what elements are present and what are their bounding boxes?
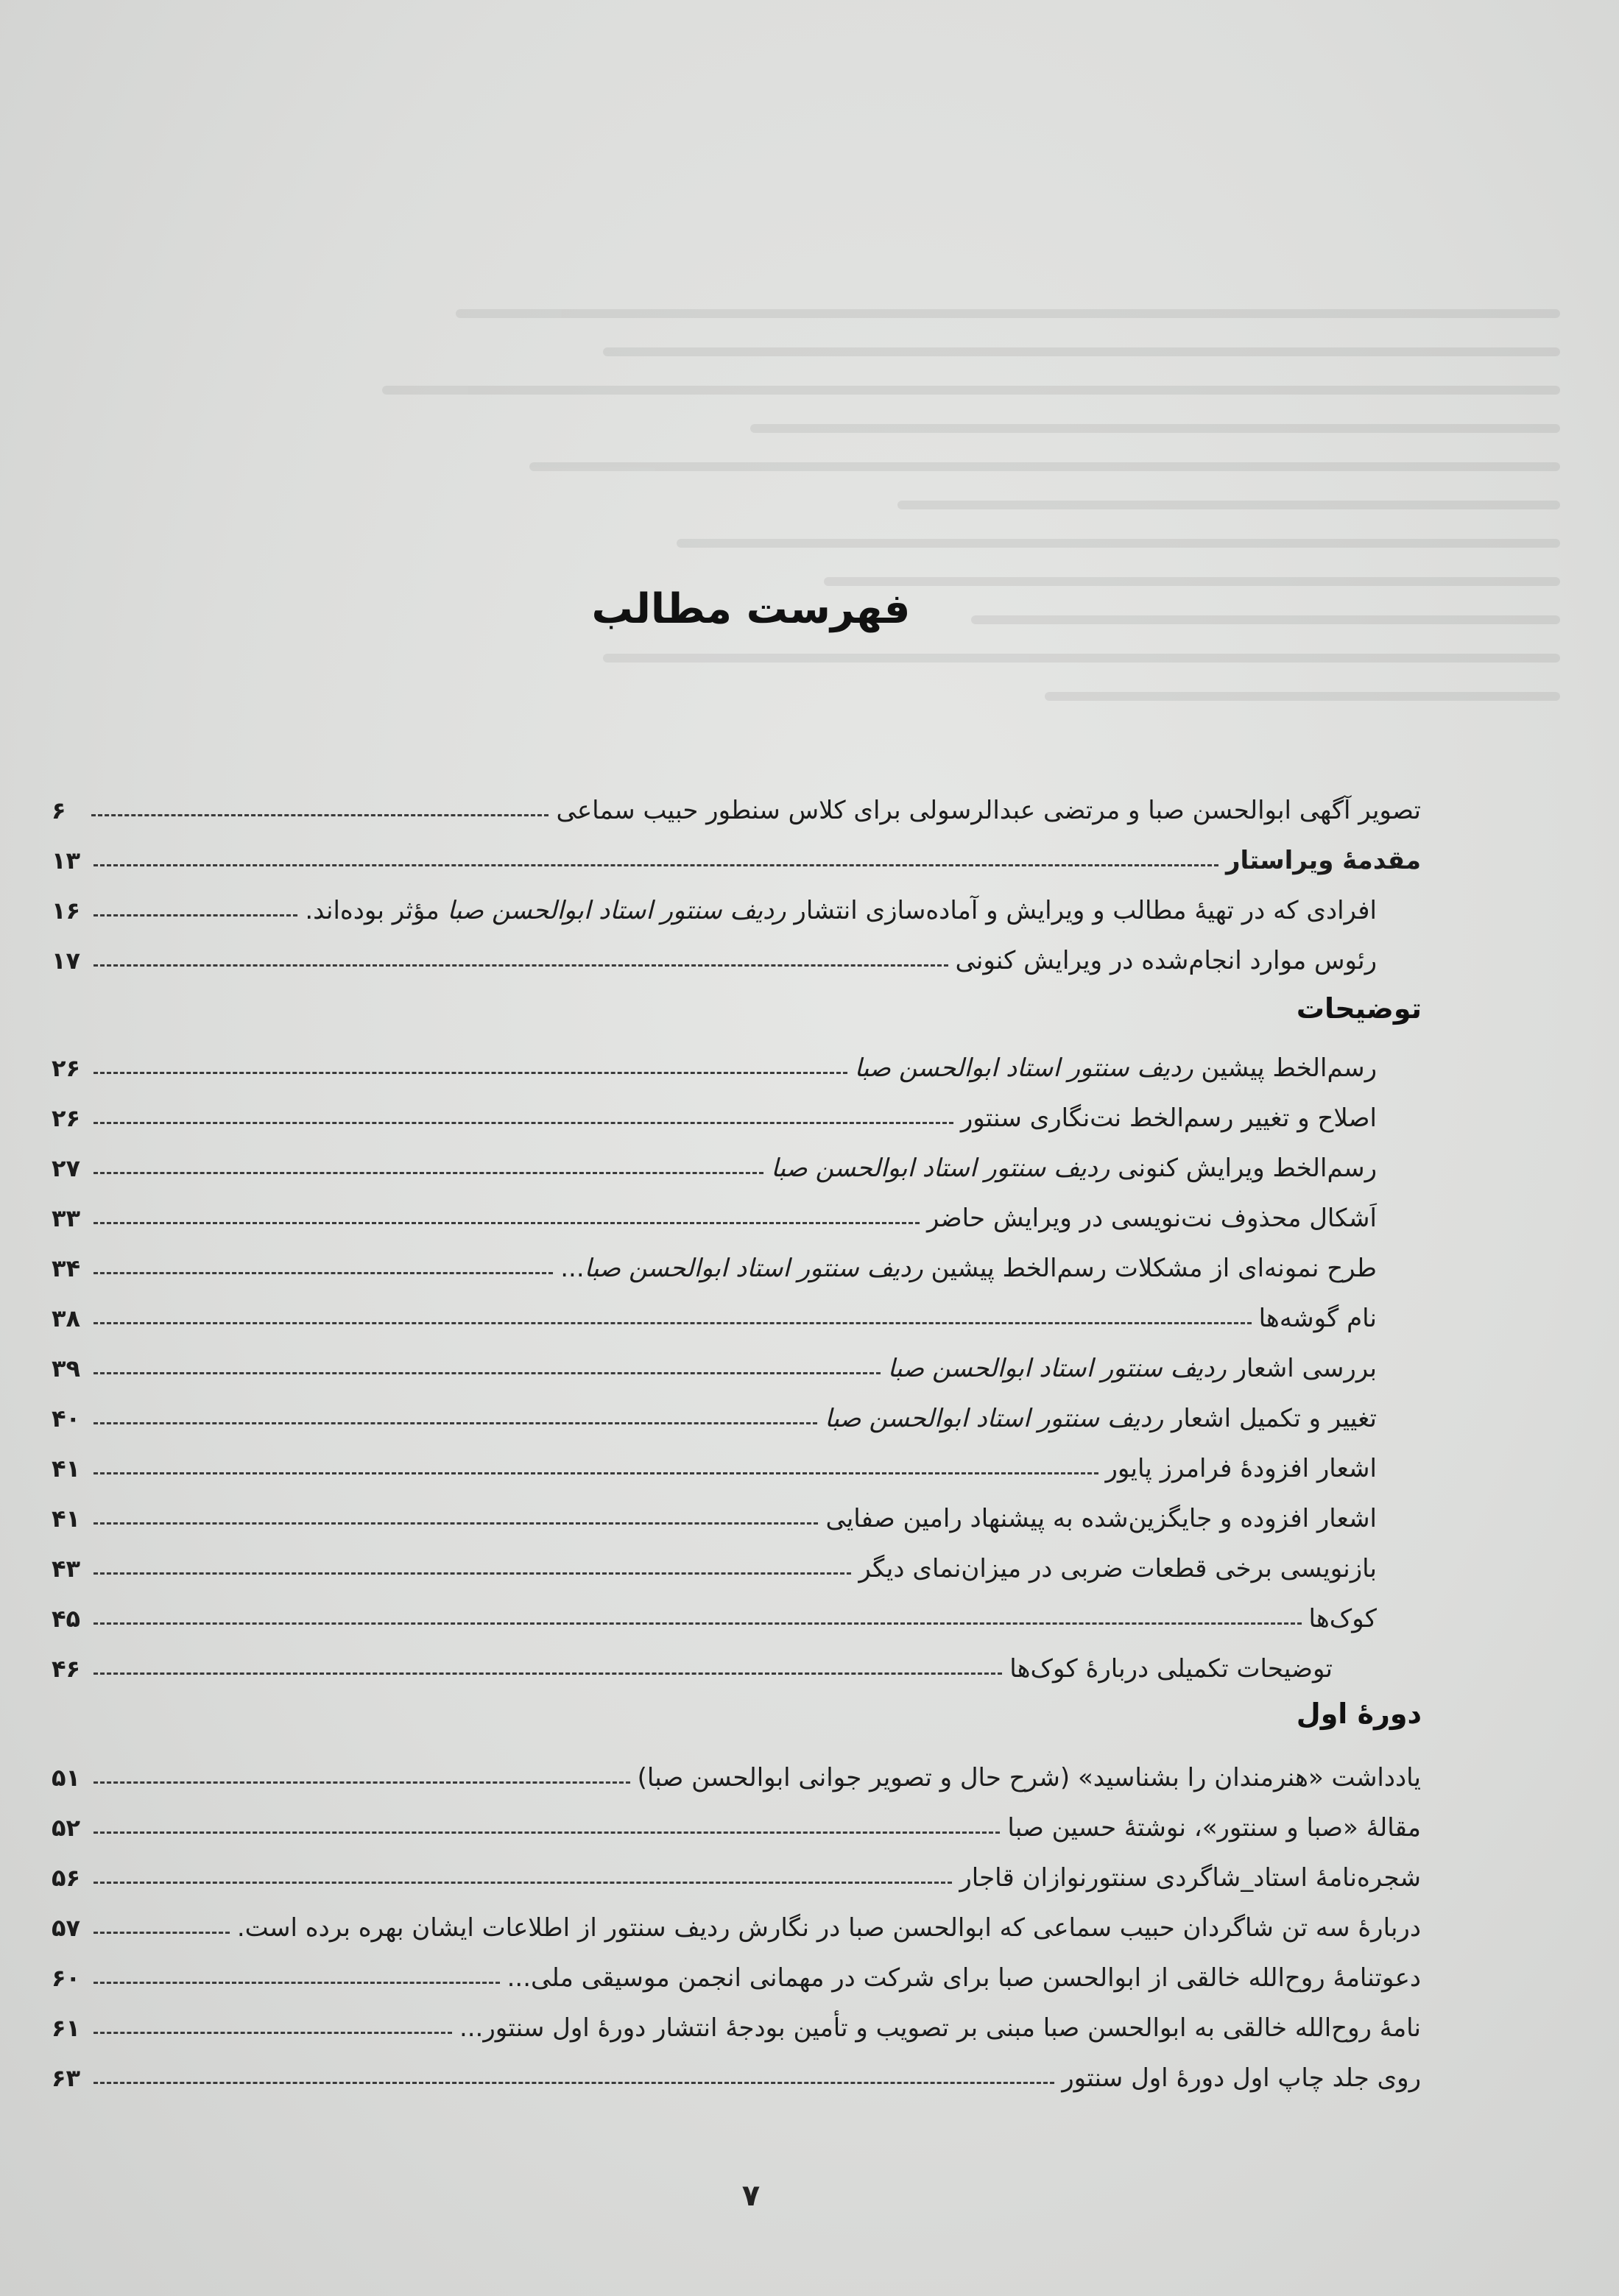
toc-entry-page: ۲۶ — [52, 1054, 81, 1082]
dot-leader — [94, 964, 948, 967]
title-part: طرح نمونه‌ای از مشکلات رسم‌الخط پیشین — [923, 1254, 1377, 1283]
toc-entry — [52, 1094, 1421, 1142]
book-title: ردیف سنتور استاد ابوالحسن صبا — [887, 1354, 1227, 1383]
dot-leader — [91, 814, 549, 816]
toc-entry — [52, 2054, 1421, 2102]
dot-leader — [94, 1882, 952, 1884]
toc-entry-page: ۶۱ — [52, 2014, 81, 2042]
toc-entry-title: اصلاح و تغییر رسم‌الخط نت‌نگاری سنتور — [960, 1103, 1377, 1133]
toc-entry-page: ۵۱ — [52, 1764, 81, 1792]
toc-entry — [52, 936, 1421, 985]
toc-entry — [52, 1854, 1421, 1902]
toc-entry — [52, 1444, 1421, 1493]
title-part: مؤثر بوده‌اند. — [305, 896, 448, 925]
dot-leader — [94, 1422, 817, 1424]
toc-entry-page: ۴۰ — [52, 1405, 81, 1433]
toc-entry-title: تصویر آگهی ابوالحسن صبا و مرتضی عبدالرسولی برای کلاس سنطور حبیب سماعی — [556, 796, 1421, 825]
toc-entry-page: ۴۵ — [52, 1605, 81, 1633]
toc-entry — [52, 1544, 1421, 1593]
dot-leader — [94, 1831, 1000, 1834]
toc-entry-page: ۱۶ — [52, 897, 81, 925]
page-title: فهرست مطالب — [591, 585, 911, 633]
toc-entry — [52, 1394, 1421, 1443]
section-heading: دورهٔ اول — [1296, 1698, 1422, 1730]
dot-leader — [94, 1472, 1098, 1474]
toc-entry-title — [855, 1053, 1377, 1083]
toc-entry — [52, 1954, 1421, 2002]
toc-entry-title — [305, 896, 1377, 925]
dot-leader — [94, 1122, 953, 1124]
toc-entry-page: ۴۱ — [52, 1455, 81, 1483]
toc-entry-page: ۳۹ — [52, 1354, 81, 1382]
section-heading: توضیحات — [1296, 992, 1422, 1025]
title-part: رسم‌الخط ویرایش کنونی — [1110, 1154, 1377, 1183]
dot-leader — [94, 1982, 500, 1984]
toc-entry — [52, 1344, 1421, 1393]
toc-entry — [52, 886, 1421, 935]
toc-entry-title: روی جلد چاپ اول دورهٔ اول سنتور — [1062, 2063, 1421, 2093]
book-title: ردیف سنتور استاد ابوالحسن صبا — [584, 1254, 923, 1283]
toc-entry — [52, 1294, 1421, 1343]
toc-entry — [52, 1804, 1421, 1852]
toc-entry-page: ۳۳ — [52, 1204, 81, 1232]
toc-entry-page: ۳۴ — [52, 1254, 81, 1282]
dot-leader — [94, 1781, 630, 1784]
toc-entry-title: توضیحات تکمیلی دربارهٔ کوک‌ها — [1009, 1654, 1333, 1684]
dot-leader — [94, 1272, 553, 1274]
toc-entry-title: رئوس موارد انجام‌شده در ویرایش کنونی — [955, 946, 1377, 975]
toc-entry-page: ۶ — [52, 796, 66, 824]
toc-entry-title: دعوتنامهٔ روح‌الله خالقی از ابوالحسن صبا برای شرکت در مهمانی انجمن موسیقی ملی... — [507, 1963, 1421, 1993]
toc-entry-page: ۶۳ — [52, 2064, 81, 2092]
toc-entry — [52, 1904, 1421, 1952]
toc-entry-page: ۵۲ — [52, 1814, 81, 1842]
book-title: ردیف سنتور استاد ابوالحسن صبا — [447, 896, 786, 925]
title-part: ... — [560, 1254, 585, 1283]
toc-entry-page: ۳۸ — [52, 1304, 81, 1332]
dot-leader — [94, 1372, 881, 1374]
book-title: ردیف سنتور استاد ابوالحسن صبا — [825, 1404, 1164, 1433]
toc-entry-page: ۵۶ — [52, 1864, 81, 1892]
toc-entry — [52, 1244, 1421, 1293]
toc-entry-page: ۵۷ — [52, 1914, 81, 1942]
toc-entry-title — [771, 1154, 1377, 1183]
title-part: بررسی اشعار — [1226, 1354, 1377, 1383]
toc-entry-page: ۲۶ — [52, 1104, 81, 1132]
title-part: افرادی که در تهیهٔ مطالب و ویرایش و آماده‌سازی انتشار — [786, 896, 1377, 925]
toc-entry — [52, 836, 1421, 885]
toc-entry-title: اشعار افزودهٔ فرامرز پایور — [1105, 1454, 1377, 1483]
toc-entry-page: ۴۶ — [52, 1655, 81, 1683]
dot-leader — [94, 1322, 1252, 1324]
toc-entry-title: مقالهٔ «صبا و سنتور»، نوشتهٔ حسین صبا — [1007, 1813, 1421, 1843]
toc-entry — [52, 1494, 1421, 1543]
toc-entry-title: کوک‌ها — [1308, 1604, 1377, 1633]
dot-leader — [94, 1932, 230, 1934]
toc-entry-title — [560, 1254, 1377, 1283]
toc-entry-title — [888, 1354, 1377, 1383]
book-title: ردیف سنتور استاد ابوالحسن صبا — [771, 1154, 1110, 1183]
toc-entry-title: اشعار افزوده و جایگزین‌شده به پیشنهاد رامین صفایی — [825, 1504, 1377, 1533]
dot-leader — [94, 914, 297, 916]
dot-leader — [94, 1522, 818, 1525]
toc-entry-title: نام گوشه‌ها — [1258, 1304, 1377, 1333]
toc-entry-page: ۴۳ — [52, 1555, 81, 1583]
title-part: تغییر و تکمیل اشعار — [1163, 1404, 1377, 1433]
toc-entry-page: ۴۱ — [52, 1505, 81, 1533]
dot-leader — [94, 864, 1218, 866]
toc-entry-title: نامهٔ روح‌الله خالقی به ابوالحسن صبا مبنی بر تصویب و تأمین بودجهٔ انتشار دورهٔ اول سنتور... — [459, 2013, 1421, 2043]
toc-entry-page: ۲۷ — [52, 1154, 81, 1182]
dot-leader — [94, 2032, 452, 2034]
toc-entry — [52, 786, 1421, 835]
dot-leader — [94, 1622, 1301, 1625]
toc-entry — [52, 1144, 1421, 1193]
toc-entry-title: اَشکال محذوف نت‌نویسی در ویرایش حاضر — [927, 1204, 1377, 1233]
dot-leader — [94, 1072, 847, 1074]
title-part: رسم‌الخط پیشین — [1193, 1053, 1377, 1083]
toc-entry-title: مقدمهٔ ویراستار — [1225, 846, 1421, 875]
toc-entry — [52, 1044, 1421, 1092]
dot-leader — [94, 1172, 763, 1174]
dot-leader — [94, 2082, 1054, 2084]
toc-entry-page: ۱۳ — [52, 847, 81, 875]
toc-entry — [52, 1645, 1421, 1693]
toc-entry — [52, 1194, 1421, 1243]
toc-entry — [52, 1753, 1421, 1802]
dot-leader — [94, 1572, 851, 1575]
toc-entry-page: ۶۰ — [52, 1964, 81, 1992]
toc-entry-title: بازنویسی برخی قطعات ضربی در میزان‌نمای دیگر — [858, 1554, 1377, 1583]
toc-entry-title: شجره‌نامهٔ استاد_شاگردی سنتورنوازان قاجار — [959, 1863, 1421, 1893]
toc-entry — [52, 2004, 1421, 2052]
page-number: ۷ — [741, 2179, 761, 2213]
toc-entry — [52, 1594, 1421, 1643]
toc-entry-title: دربارهٔ سه تن شاگردان حبیب سماعی که ابوالحسن صبا در نگارش ردیف سنتور از اطلاعات ایشان بهره برده است. — [236, 1913, 1421, 1943]
toc-entry-page: ۱۷ — [52, 947, 81, 975]
toc-entry-title — [825, 1404, 1377, 1433]
toc-entry-title: یادداشت «هنرمندان را بشناسید» (شرح حال و تصویر جوانی ابوالحسن صبا) — [637, 1763, 1421, 1792]
dot-leader — [94, 1672, 1002, 1675]
book-title: ردیف سنتور استاد ابوالحسن صبا — [854, 1053, 1193, 1083]
dot-leader — [94, 1222, 920, 1224]
